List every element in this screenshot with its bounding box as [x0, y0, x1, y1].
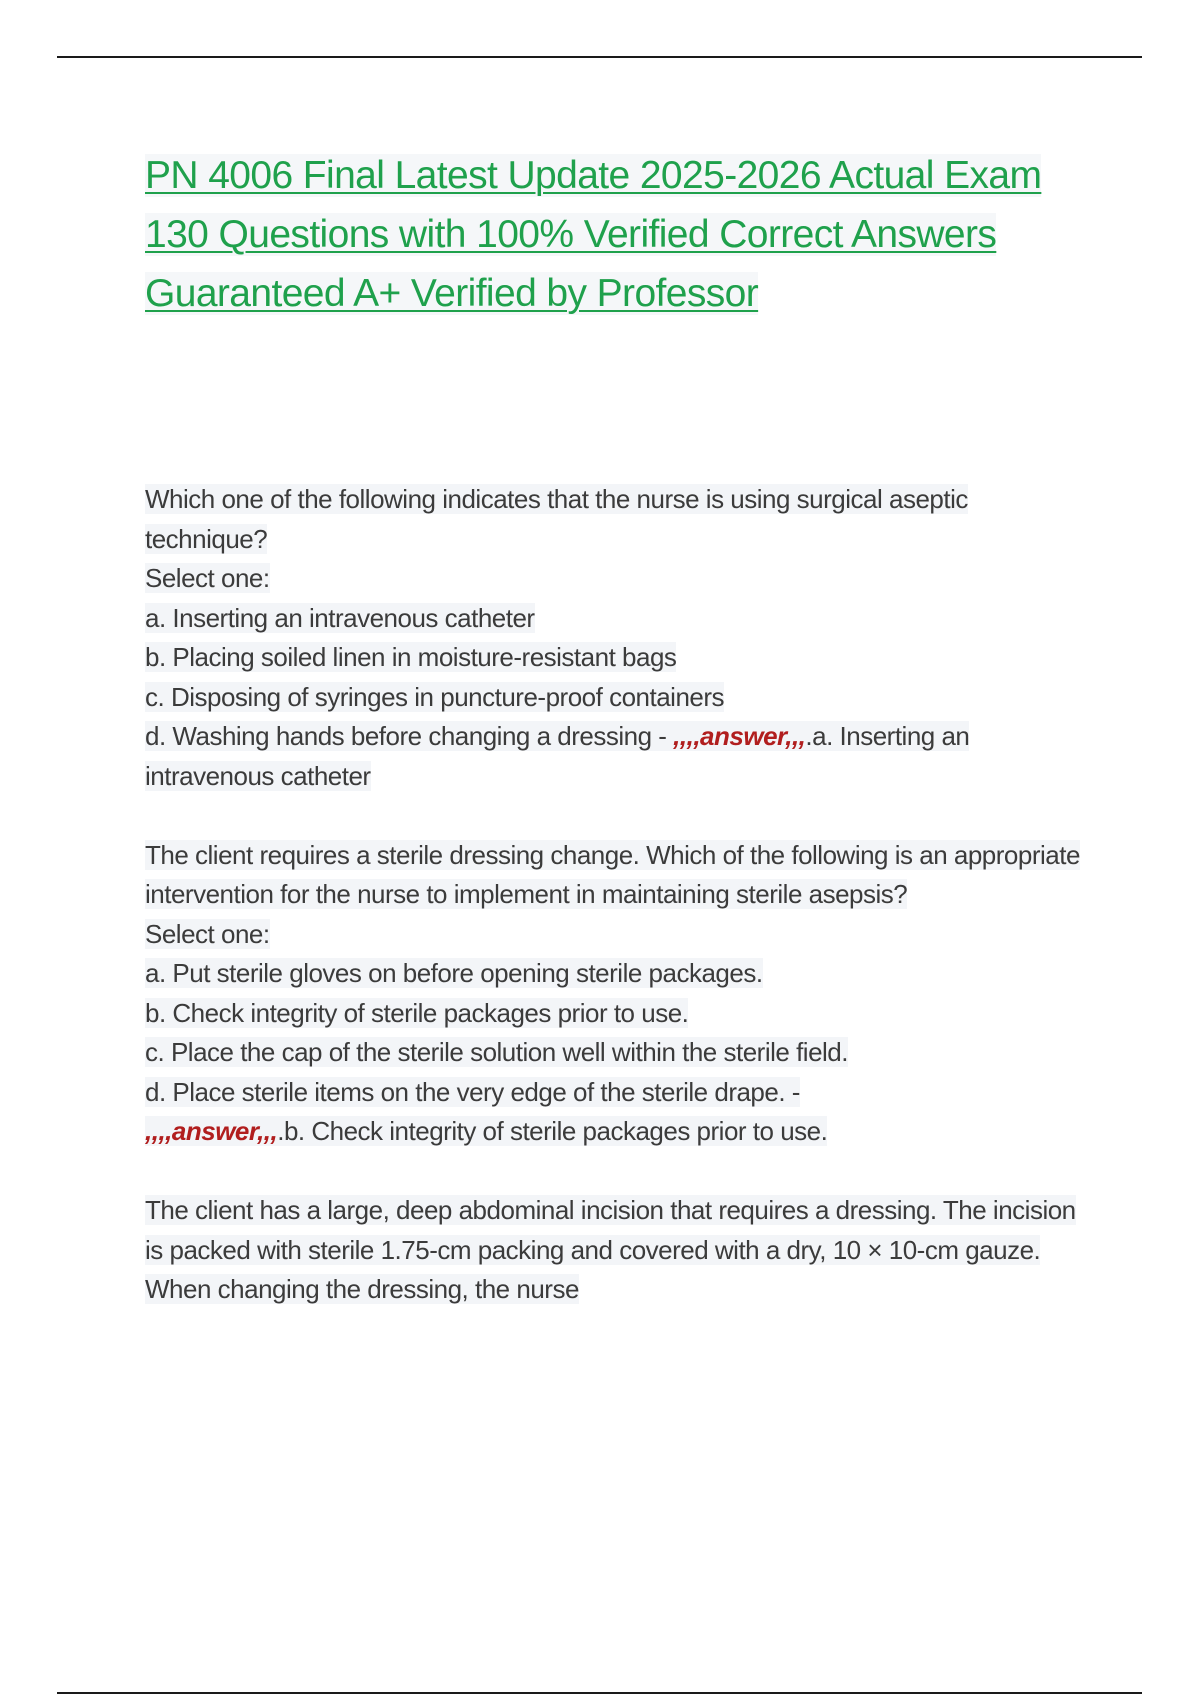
answer-text: .a. Inserting an intravenous catheter — [145, 721, 970, 791]
option-a: a. Inserting an intravenous catheter — [145, 602, 535, 633]
header-rule — [57, 56, 1142, 58]
question-3 — [145, 1191, 1095, 1310]
option-d: d. Place sterile items on the very edge of the sterile drape. - — [145, 1076, 800, 1107]
option-b: b. Placing soiled linen in moisture-resistant bags — [145, 642, 677, 672]
select-label: Select one: — [145, 918, 270, 949]
question-1 — [145, 480, 1095, 559]
question-2 — [145, 836, 1095, 915]
question-3-text: The client has a large, deep abdominal incision that requires a dressing. The incision is packed with sterile 1.75-cm packing and covered with a dry, 10 × 10-cm gauze. When changing the dressing, the nurse — [145, 1195, 1076, 1304]
document-title — [145, 146, 1075, 323]
select-label: Select one: — [145, 563, 270, 593]
option-b: b. Check integrity of sterile packages prior to use. — [145, 997, 689, 1028]
option-c: c. Disposing of syringes in puncture-proof containers — [145, 681, 725, 712]
option-c: c. Place the cap of the sterile solution well within the sterile field. — [145, 1037, 848, 1067]
question-1-text: Which one of the following indicates that the nurse is using surgical aseptic technique? — [145, 484, 968, 554]
document-body — [145, 480, 1095, 1310]
question-1-options — [145, 559, 1095, 796]
footer-rule — [57, 1692, 1142, 1694]
option-d: d. Washing hands before changing a dressing - — [145, 721, 674, 751]
answer-text: .b. Check integrity of sterile packages prior to use. — [277, 1116, 828, 1146]
title-link[interactable]: PN 4006 Final Latest Update 2025-2026 Actual Exam 130 Questions with 100% Verified Correct Answers Guaranteed A+ Verified by Professor — [145, 154, 1042, 315]
question-2-options — [145, 915, 1095, 1152]
answer-tag: ,,,,answer,,, — [673, 721, 806, 751]
answer-tag: ,,,,answer,,, — [145, 1116, 278, 1146]
option-a: a. Put sterile gloves on before opening sterile packages. — [145, 958, 763, 988]
question-2-text: The client requires a sterile dressing change. Which of the following is an appropriate intervention for the nurse to implement in maintaining sterile asepsis? — [145, 839, 1080, 909]
